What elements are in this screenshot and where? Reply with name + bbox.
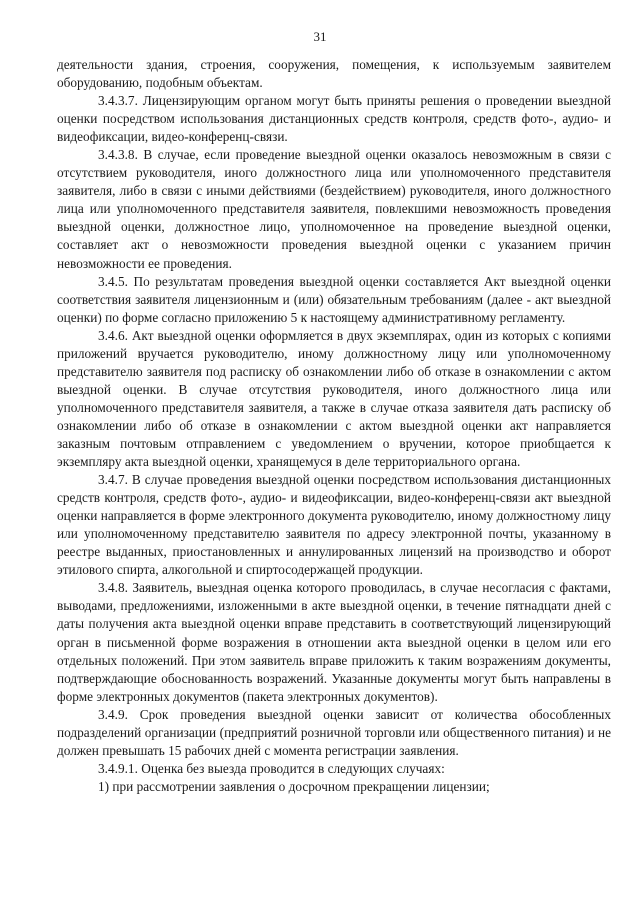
paragraph-3-4-6: 3.4.6. Акт выездной оценки оформляется в двух экземплярах, один из которых с копиями приложений вручается руководителю, иному должностному лицу или уполномоченному представителю заявителя под расписку об ознакомлении либо об отказе в ознакомлении с актом выездной оценки. В случае отсутствия руководителя, иного должностного лица или уполномоченного представителя заявителя, а также в случае отказа заявителя дать расписку об ознакомлении либо об отказе в ознакомлении с актом выездной оценки акт направляется заказным почтовым отправлением с уведомлением о вручении, которое приобщается к экземпляру акта выездной оценки, хранящемуся в деле территориального органа. [57,327,611,470]
paragraph-3-4-8: 3.4.8. Заявитель, выездная оценка которого проводилась, в случае несогласия с фактами, выводами, предложениями, изложенными в акте выездной оценки, в течение пятнадцати дней с даты получения акта выездной оценки вправе представить в соответствующий лицензирующий орган в письменной форме возражения в отношении акта выездной оценки в целом или его отдельных положений. При этом заявитель вправе приложить к таким возражениям документы, подтверждающие обоснованность возражений. Указанные документы могут быть направлены в форме электронных документов (пакета электронных документов). [57,580,611,704]
paragraph-3-4-5: 3.4.5. По результатам проведения выездной оценки составляется Акт выездной оценки соответствия заявителя лицензионным и (или) обязательным требованиям (далее - акт выездной оценки) по форме согласно приложению 5 к настоящему административному регламенту. [57,273,611,325]
paragraph-continuation: деятельности здания, строения, сооружения, помещения, к используемым заявителем оборудованию, подобным объектам. [57,57,611,91]
page-number: 31 [313,29,327,44]
paragraph-3-4-9: 3.4.9. Срок проведения выездной оценки зависит от количества обособленных подразделений организации (предприятий розничной торговли или общественного питания) и не должен превышать 15 рабочих дней с момента регистрации заявления. [57,706,611,758]
paragraph-3-4-3-8: 3.4.3.8. В случае, если проведение выездной оценки оказалось невозможным в связи с отсутствием руководителя, иного должностного лица или уполномоченного представителя заявителя, либо в связи с иными действиями (бездействием) руководителя, иного должностного лица или уполномоченного представителя заявителя, повлекшими невозможность проведения выездной оценки, должностное лицо, уполномоченное на проведение выездной оценки, составляет акт о невозможности проведения выездной оценки с указанием причин невозможности ее проведения. [57,147,611,271]
paragraph-3-4-7: 3.4.7. В случае проведения выездной оценки посредством использования дистанционных средств контроля, средств фото-, аудио- и видеофиксации, видео-конференц-связи акт выездной оценки направляется в форме электронного документа руководителю, иному должностному лицу или уполномоченному представителю заявителя по адресу электронной почты, указанному в реестре выданных, приостановленных и аннулированных лицензий на производство и оборот этилового спирта, алкогольной и спиртосодержащей продукции. [57,472,611,578]
document-body [57,56,611,796]
paragraph-3-4-9-1: 3.4.9.1. Оценка без выезда проводится в следующих случаях: [98,760,445,776]
paragraph-3-4-3-7: 3.4.3.7. Лицензирующим органом могут быть приняты решения о проведении выездной оценки посредством использования дистанционных средств контроля, средств фото-, аудио- и видеофиксации, видео-конференц-связи. [57,93,611,145]
list-item-1: 1) при рассмотрении заявления о досрочном прекращении лицензии; [98,778,490,794]
